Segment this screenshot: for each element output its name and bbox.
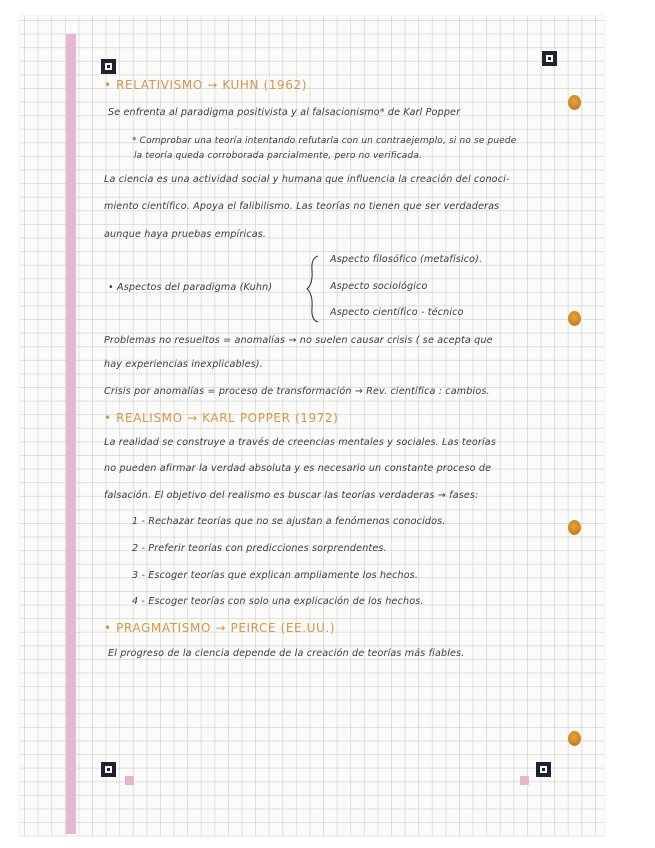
fase-item: 3 - Escoger teorías que explican ampliamente los hechos. [132,570,419,581]
brace-icon [306,254,320,324]
aspecto-item: Aspecto científico - técnico [330,307,464,318]
corner-marker-icon [536,762,551,777]
binder-hole-icon [568,311,581,326]
text-line: miento científico. Apoya el falibilismo. Las teorías no tienen que ser verdaderas [104,201,500,212]
corner-marker-icon [101,59,116,74]
pink-square-icon [520,776,529,785]
text-line: aunque haya pruebas empíricas. [104,229,267,240]
text-line: hay experiencias inexplicables). [104,359,263,370]
footnote-line: la teoría queda corroborada parcialmente, pero no verificada. [134,151,422,161]
text-line: La realidad se construye a través de creencias mentales y sociales. Las teorías [104,437,496,448]
text-line: Crisis por anomalías = proceso de transformación → Rev. científica : cambios. [104,386,490,397]
footnote-line: * Comprobar una teoría intentando refutarla con un contraejemplo, si no se puede [132,136,517,146]
fase-item: 1 - Rechazar teorías que no se ajustan a fenómenos conocidos. [132,516,446,527]
text-line: El progreso de la ciencia depende de la creación de teorías más fiables. [108,648,465,659]
corner-marker-icon [101,762,116,777]
heading-relativismo: • RELATIVISMO → KUHN (1962) [104,78,308,92]
corner-marker-icon [542,51,557,66]
aspectos-label: • Aspectos del paradigma (Kuhn) [108,282,273,293]
margin-strip [66,34,76,834]
binder-hole-icon [568,520,581,535]
binder-hole-icon [568,731,581,746]
fase-item: 2 - Preferir teorías con predicciones sorprendentes. [132,543,387,554]
aspecto-item: Aspecto filosófico (metafísico). [330,254,483,265]
text-line: Se enfrenta al paradigma positivista y al falsacionismo* de Karl Popper [108,107,461,118]
text-line: La ciencia es una actividad social y humana que influencia la creación del conoci- [104,174,510,185]
text-line: no pueden afirmar la verdad absoluta y es necesario un constante proceso de [104,463,492,474]
text-line: Problemas no resueltos = anomalías → no suelen causar crisis ( se acepta que [104,335,493,346]
heading-pragmatismo: • PRAGMATISMO → PEIRCE (EE.UU.) [104,621,336,635]
fase-item: 4 - Escoger teorías con solo una explicación de los hechos. [132,596,424,607]
aspecto-item: Aspecto sociológico [330,281,428,292]
binder-hole-icon [568,95,581,110]
heading-realismo: • REALISMO → KARL POPPER (1972) [104,411,339,425]
pink-square-icon [125,776,134,785]
text-line: falsación. El objetivo del realismo es buscar las teorías verdaderas → fases: [104,490,479,501]
